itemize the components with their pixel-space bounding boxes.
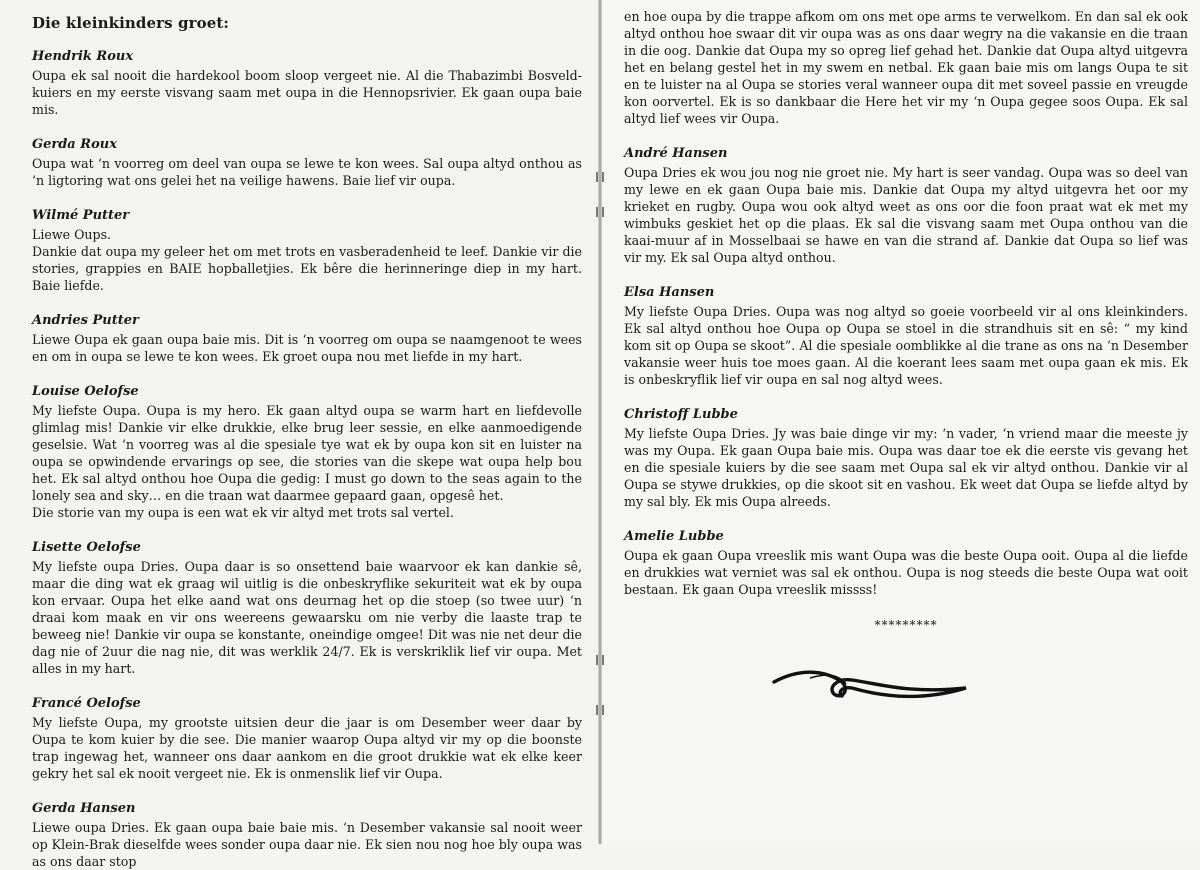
tribute-entry xyxy=(32,48,582,118)
entry-paragraph: My liefste Oupa Dries. Oupa was nog altyd so goeie voorbeeld vir al ons kleinkinders. Ek sal altyd onthou hoe Oupa op Oupa se stoel in die strandhuis sit en sê: “ my kind kom sit op Oupa se skoot”. Al die spesiale oomblikke al die trane as ons na ‘n Desember vakansie weer huis toe moes gaan. Al die koerant lees saam met oupa gaan ek mis. Ek is onbeskryflik lief vir oupa en sal nog altyd wees. xyxy=(624,304,1188,387)
entry-text xyxy=(624,425,1188,510)
tribute-entry xyxy=(32,539,582,677)
separator-stars: ********* xyxy=(874,618,938,632)
entry-paragraph: Oupa ek gaan Oupa vreeslik mis want Oupa was die beste Oupa ooit. Oupa al die liefde en drukkies wat verniet was sal ek onthou. Oupa is nog steeds die beste Oupa wat ooit bestaan. Ek gaan Oupa vreeslik missss! xyxy=(624,548,1188,597)
entry-text xyxy=(32,226,582,294)
tribute-entry xyxy=(32,383,582,521)
tribute-entry xyxy=(32,695,582,782)
page-title: Die kleinkinders groet: xyxy=(32,14,230,32)
entry-name: Louise Oelofse xyxy=(32,384,139,399)
entry-name: Gerda Roux xyxy=(32,137,117,152)
tribute-entry xyxy=(624,528,1188,598)
entry-name: Wilmé Putter xyxy=(32,208,130,223)
entry-paragraph: Liewe Oupa ek gaan oupa baie mis. Dit is ‘n voorreg om oupa se naamgenoot te wees en om in oupa se lewe te kon wees. Ek groet oupa nou met liefde in my hart. xyxy=(32,332,582,364)
tribute-entry xyxy=(624,284,1188,388)
entry-paragraph: Dankie dat oupa my geleer het om met trots en vasberadenheid te leef. Dankie vir die stories, grappies en BAIE hopballetjies. Ek bêre die herinneringe diep in my hart. Baie liefde. xyxy=(32,244,582,293)
entry-paragraph: My liefste oupa Dries. Oupa daar is so onsettend baie waarvoor ek kan dankie sê, maar die ding wat ek graag wil uitlig is die onbeskryflike sekuriteit wat ek by oupa kon ervaar. Oupa het elke aand wat ons deurnag het op die stoep (so twee uur) ‘n draai kom maak en vir ons weereens gewaarsku om nie verby die laaste trap te beweeg nie! Dankie vir oupa se konstante, oneindige omgee! Dit was nie net deur die dag nie of 2uur die nag nie, dit was werklik 24/7. Ek is verskriklik lief vir oupa. Met alles in my hart. xyxy=(32,559,582,676)
entry-name: Hendrik Roux xyxy=(32,49,134,64)
tribute-entry xyxy=(32,207,582,294)
right-entries xyxy=(624,145,1188,598)
entry-name: Andries Putter xyxy=(32,313,139,328)
entry-text xyxy=(32,819,582,870)
entry-name: Christoff Lubbe xyxy=(624,407,738,422)
entry-text xyxy=(32,331,582,365)
staple xyxy=(596,655,604,665)
entry-name: Francé Oelofse xyxy=(32,696,141,711)
entry-text xyxy=(32,402,582,521)
entry-text xyxy=(624,303,1188,388)
entry-paragraph: My liefste Oupa. Oupa is my hero. Ek gaan altyd oupa se warm hart en liefdevolle glimlag mis! Dankie vir elke drukkie, elke brug leer sessie, en elke aanmoedigende geselsie. Wat ‘n voorreg was al die spesiale tye wat ek by oupa kon sit en luister na oupa se opwindende ervarings op see, die stories van die skepe wat oupa help bou het. Ek sal altyd onthou hoe Oupa die gedig: I must go down to the seas again to the lonely sea and sky… en die traan wat daarmee gepaard gaan, opgesê het. xyxy=(32,403,582,503)
entry-paragraph: Oupa wat ‘n voorreg om deel van oupa se lewe te kon wees. Sal oupa altyd onthou as ‘n ligtoring wat ons gelei het na veilige hawens. Baie lief vir oupa. xyxy=(32,156,582,188)
decorative-flourish xyxy=(770,660,970,710)
entry-paragraph: Liewe Oups. xyxy=(32,227,112,242)
tribute-entry xyxy=(32,312,582,365)
entry-paragraph: Oupa ek sal nooit die hardekool boom sloop vergeet nie. Al die Thabazimbi Bosveld-kuiers en my eerste visvang saam met oupa in die Hennopsrivier. Ek gaan oupa baie mis. xyxy=(32,68,582,117)
left-page xyxy=(0,0,600,869)
entry-name: Elsa Hansen xyxy=(624,285,715,300)
tribute-entry xyxy=(624,406,1188,510)
tribute-entry xyxy=(32,800,582,870)
entry-text xyxy=(32,714,582,782)
entry-name: Gerda Hansen xyxy=(32,801,136,816)
right-page xyxy=(600,0,1200,844)
entry-name: André Hansen xyxy=(624,146,728,161)
page-fold xyxy=(598,0,602,844)
entry-text xyxy=(32,155,582,189)
staple xyxy=(596,207,604,217)
staple xyxy=(596,172,604,182)
entry-paragraph: Liewe oupa Dries. Ek gaan oupa baie baie mis. ‘n Desember vakansie sal nooit weer op Klein-Brak dieselfde wees sonder oupa daar nie. Ek sien nou nog hoe bly oupa was as ons daar stop xyxy=(32,820,582,869)
entry-text xyxy=(624,547,1188,598)
entry-text xyxy=(32,558,582,677)
entry-paragraph: Die storie van my oupa is een wat ek vir altyd met trots sal vertel. xyxy=(32,505,454,520)
entry-name: Lisette Oelofse xyxy=(32,540,141,555)
staple xyxy=(596,705,604,715)
tribute-entry xyxy=(624,145,1188,266)
entry-name: Amelie Lubbe xyxy=(624,529,724,544)
left-entries xyxy=(32,48,582,870)
entry-paragraph: My liefste Oupa, my grootste uitsien deur die jaar is om Desember weer daar by Oupa te kom kuier by die see. Die manier waarop Oupa altyd vir my op die boonste trap ingewag het, wanneer ons daar aankom en die groot drukkie wat ek elke keer gekry het sal ek nooit vergeet nie. Ek is onmenslik lief vir Oupa. xyxy=(32,715,582,781)
continued-text: en hoe oupa by die trappe afkom om ons met ope arms te verwelkom. En dan sal ek ook altyd onthou hoe swaar dit vir oupa was as ons daar wegry na die vakansie en die traan in die oog. Dankie dat Oupa my so opreg lief gehad het. Dankie dat Oupa altyd uitgevra het en belang gestel het in my swem en netbal. Ek gaan baie mis om langs Oupa te sit en te luister na al Oupa se stories veral wanneer oupa dit met soveel passie en vreugde kon oorvertel. Ek is so dankbaar die Here het vir my ‘n Oupa gegee soos Oupa. Ek sal altyd lief wees vir Oupa. xyxy=(624,9,1188,126)
entry-paragraph: My liefste Oupa Dries. Jy was baie dinge vir my: ‘n vader, ‘n vriend maar die meeste jy was my Oupa. Ek gaan Oupa baie mis. Oupa was daar toe ek die eerste vis gevang het en die spesiale kuiers by die see saam met Oupa sal ek vir altyd onthou. Dankie vir al Oupa se stywe drukkies, op die skoot sit en vashou. Ek weet dat Oupa se liefde altyd by my sal bly. Ek mis Oupa alreeds. xyxy=(624,426,1188,509)
entry-text xyxy=(32,67,582,118)
entry-paragraph: Oupa Dries ek wou jou nog nie groet nie. My hart is seer vandag. Oupa was so deel van my lewe en ek gaan Oupa baie mis. Dankie dat Oupa my altyd uitgevra het oor my krieket en rugby. Oupa wou ook altyd weet as ons oor die foon praat wat ek met my wimbuks geskiet het op die plaas. Ek sal die visvang saam met Oupa onthou van die kaai-muur af in Mosselbaai se hawe en van die strand af. Dankie dat Oupa so lief was vir my. Ek sal Oupa altyd onthou. xyxy=(624,165,1188,265)
tribute-entry xyxy=(32,136,582,189)
entry-text xyxy=(624,164,1188,266)
